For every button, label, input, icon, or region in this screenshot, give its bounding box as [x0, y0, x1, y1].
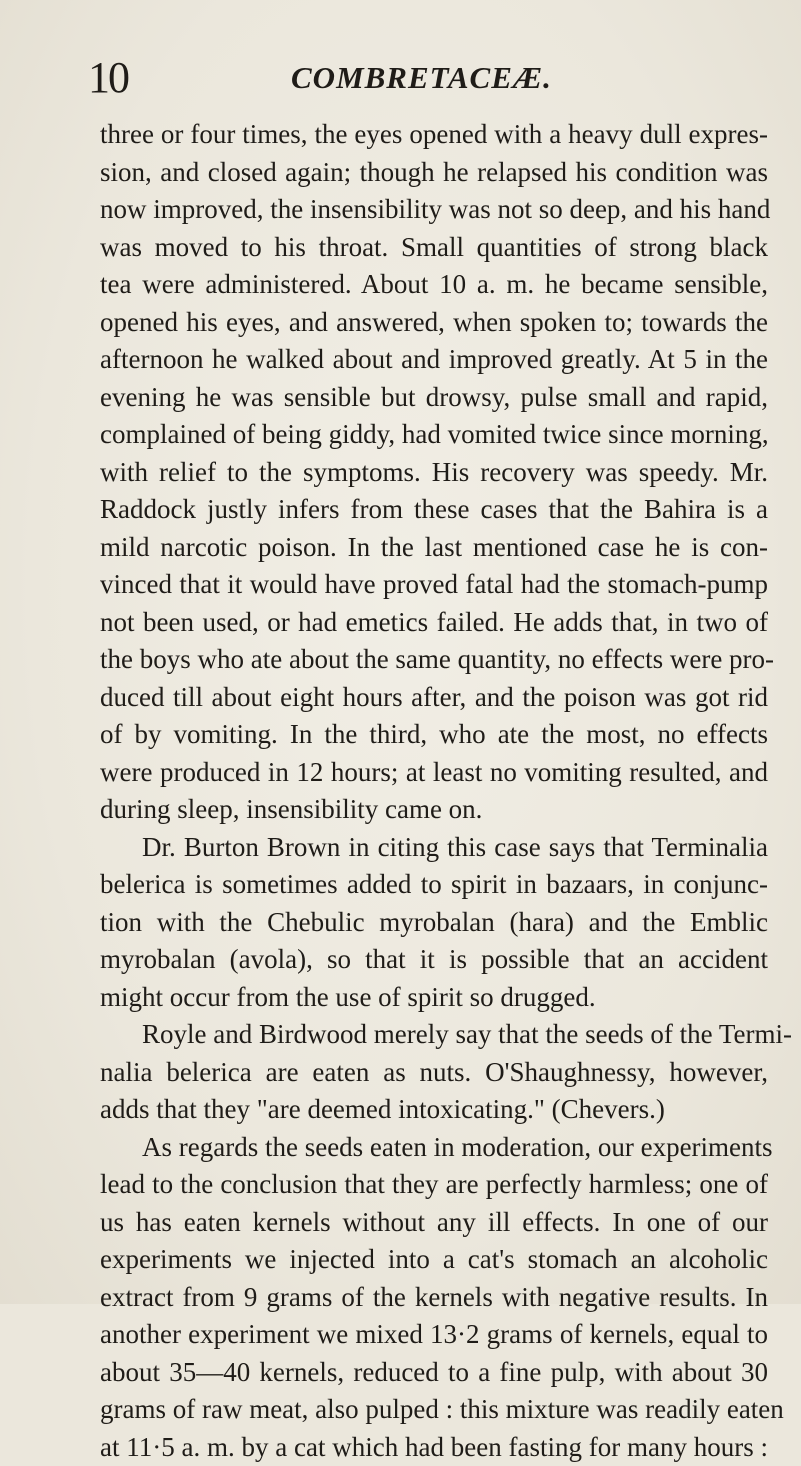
- text-line: of by vomiting. In the third, who ate the most, no effects: [100, 716, 768, 754]
- text-line: three or four times, the eyes opened with a heavy dull expres-: [100, 116, 768, 154]
- text-line: adds that they "are deemed intoxicating." (Chevers.): [100, 1091, 768, 1129]
- text-line: opened his eyes, and answered, when spoken to; towards the: [100, 304, 768, 342]
- text-line: not been used, or had emetics failed. He adds that, in two of: [100, 604, 768, 642]
- text-line: complained of being giddy, had vomited twice since morning,: [100, 416, 768, 454]
- text-line: tea were administered. About 10 a. m. he became sensible,: [100, 266, 768, 304]
- text-line: might occur from the use of spirit so drugged.: [100, 979, 768, 1017]
- text-line: grams of raw meat, also pulped : this mixture was readily eaten: [100, 1391, 768, 1429]
- text-line: experiments we injected into a cat's stomach an alcoholic: [100, 1241, 768, 1279]
- text-line: sion, and closed again; though he relapsed his condition was: [100, 154, 768, 192]
- paragraph-start: Royle and Birdwood merely say that the seeds of the Termi-: [100, 1016, 768, 1054]
- running-head: COMBRETACEÆ.: [291, 58, 552, 98]
- text-line: another experiment we mixed 13·2 grams of kernels, equal to: [100, 1316, 768, 1354]
- text-line: evening he was sensible but drowsy, pulse small and rapid,: [100, 379, 768, 417]
- text-line: extract from 9 grams of the kernels with negative results. In: [100, 1279, 768, 1317]
- text-line: were produced in 12 hours; at least no vomiting resulted, and: [100, 754, 768, 792]
- page-header: [88, 48, 788, 108]
- text-line: lead to the conclusion that they are perfectly harmless; one of: [100, 1166, 768, 1204]
- body-text: [100, 116, 768, 1466]
- text-line: the boys who ate about the same quantity, no effects were pro-: [100, 641, 768, 679]
- text-line: nalia belerica are eaten as nuts. O'Shaughnessy, however,: [100, 1054, 768, 1092]
- text-line: tion with the Chebulic myrobalan (hara) and the Emblic: [100, 904, 768, 942]
- paragraph-start: Dr. Burton Brown in citing this case says that Terminalia: [100, 829, 768, 867]
- text-line: with relief to the symptoms. His recovery was speedy. Mr.: [100, 454, 768, 492]
- text-line: at 11·5 a. m. by a cat which had been fasting for many hours :: [100, 1429, 768, 1466]
- text-line: mild narcotic poison. In the last mentioned case he is con-: [100, 529, 768, 567]
- page-number: 10: [88, 48, 128, 108]
- text-line: vinced that it would have proved fatal had the stomach-pump: [100, 566, 768, 604]
- text-line: afternoon he walked about and improved greatly. At 5 in the: [100, 341, 768, 379]
- text-line: Raddock justly infers from these cases that the Bahira is a: [100, 491, 768, 529]
- text-line: duced till about eight hours after, and the poison was got rid: [100, 679, 768, 717]
- paragraph-start: As regards the seeds eaten in moderation, our experiments: [100, 1129, 768, 1167]
- text-line: myrobalan (avola), so that it is possible that an accident: [100, 941, 768, 979]
- text-line: belerica is sometimes added to spirit in bazaars, in conjunc-: [100, 866, 768, 904]
- text-line: us has eaten kernels without any ill effects. In one of our: [100, 1204, 768, 1242]
- text-line: about 35—40 kernels, reduced to a fine pulp, with about 30: [100, 1354, 768, 1392]
- text-line: during sleep, insensibility came on.: [100, 791, 768, 829]
- text-line: was moved to his throat. Small quantities of strong black: [100, 229, 768, 267]
- text-line: now improved, the insensibility was not so deep, and his hand: [100, 191, 768, 229]
